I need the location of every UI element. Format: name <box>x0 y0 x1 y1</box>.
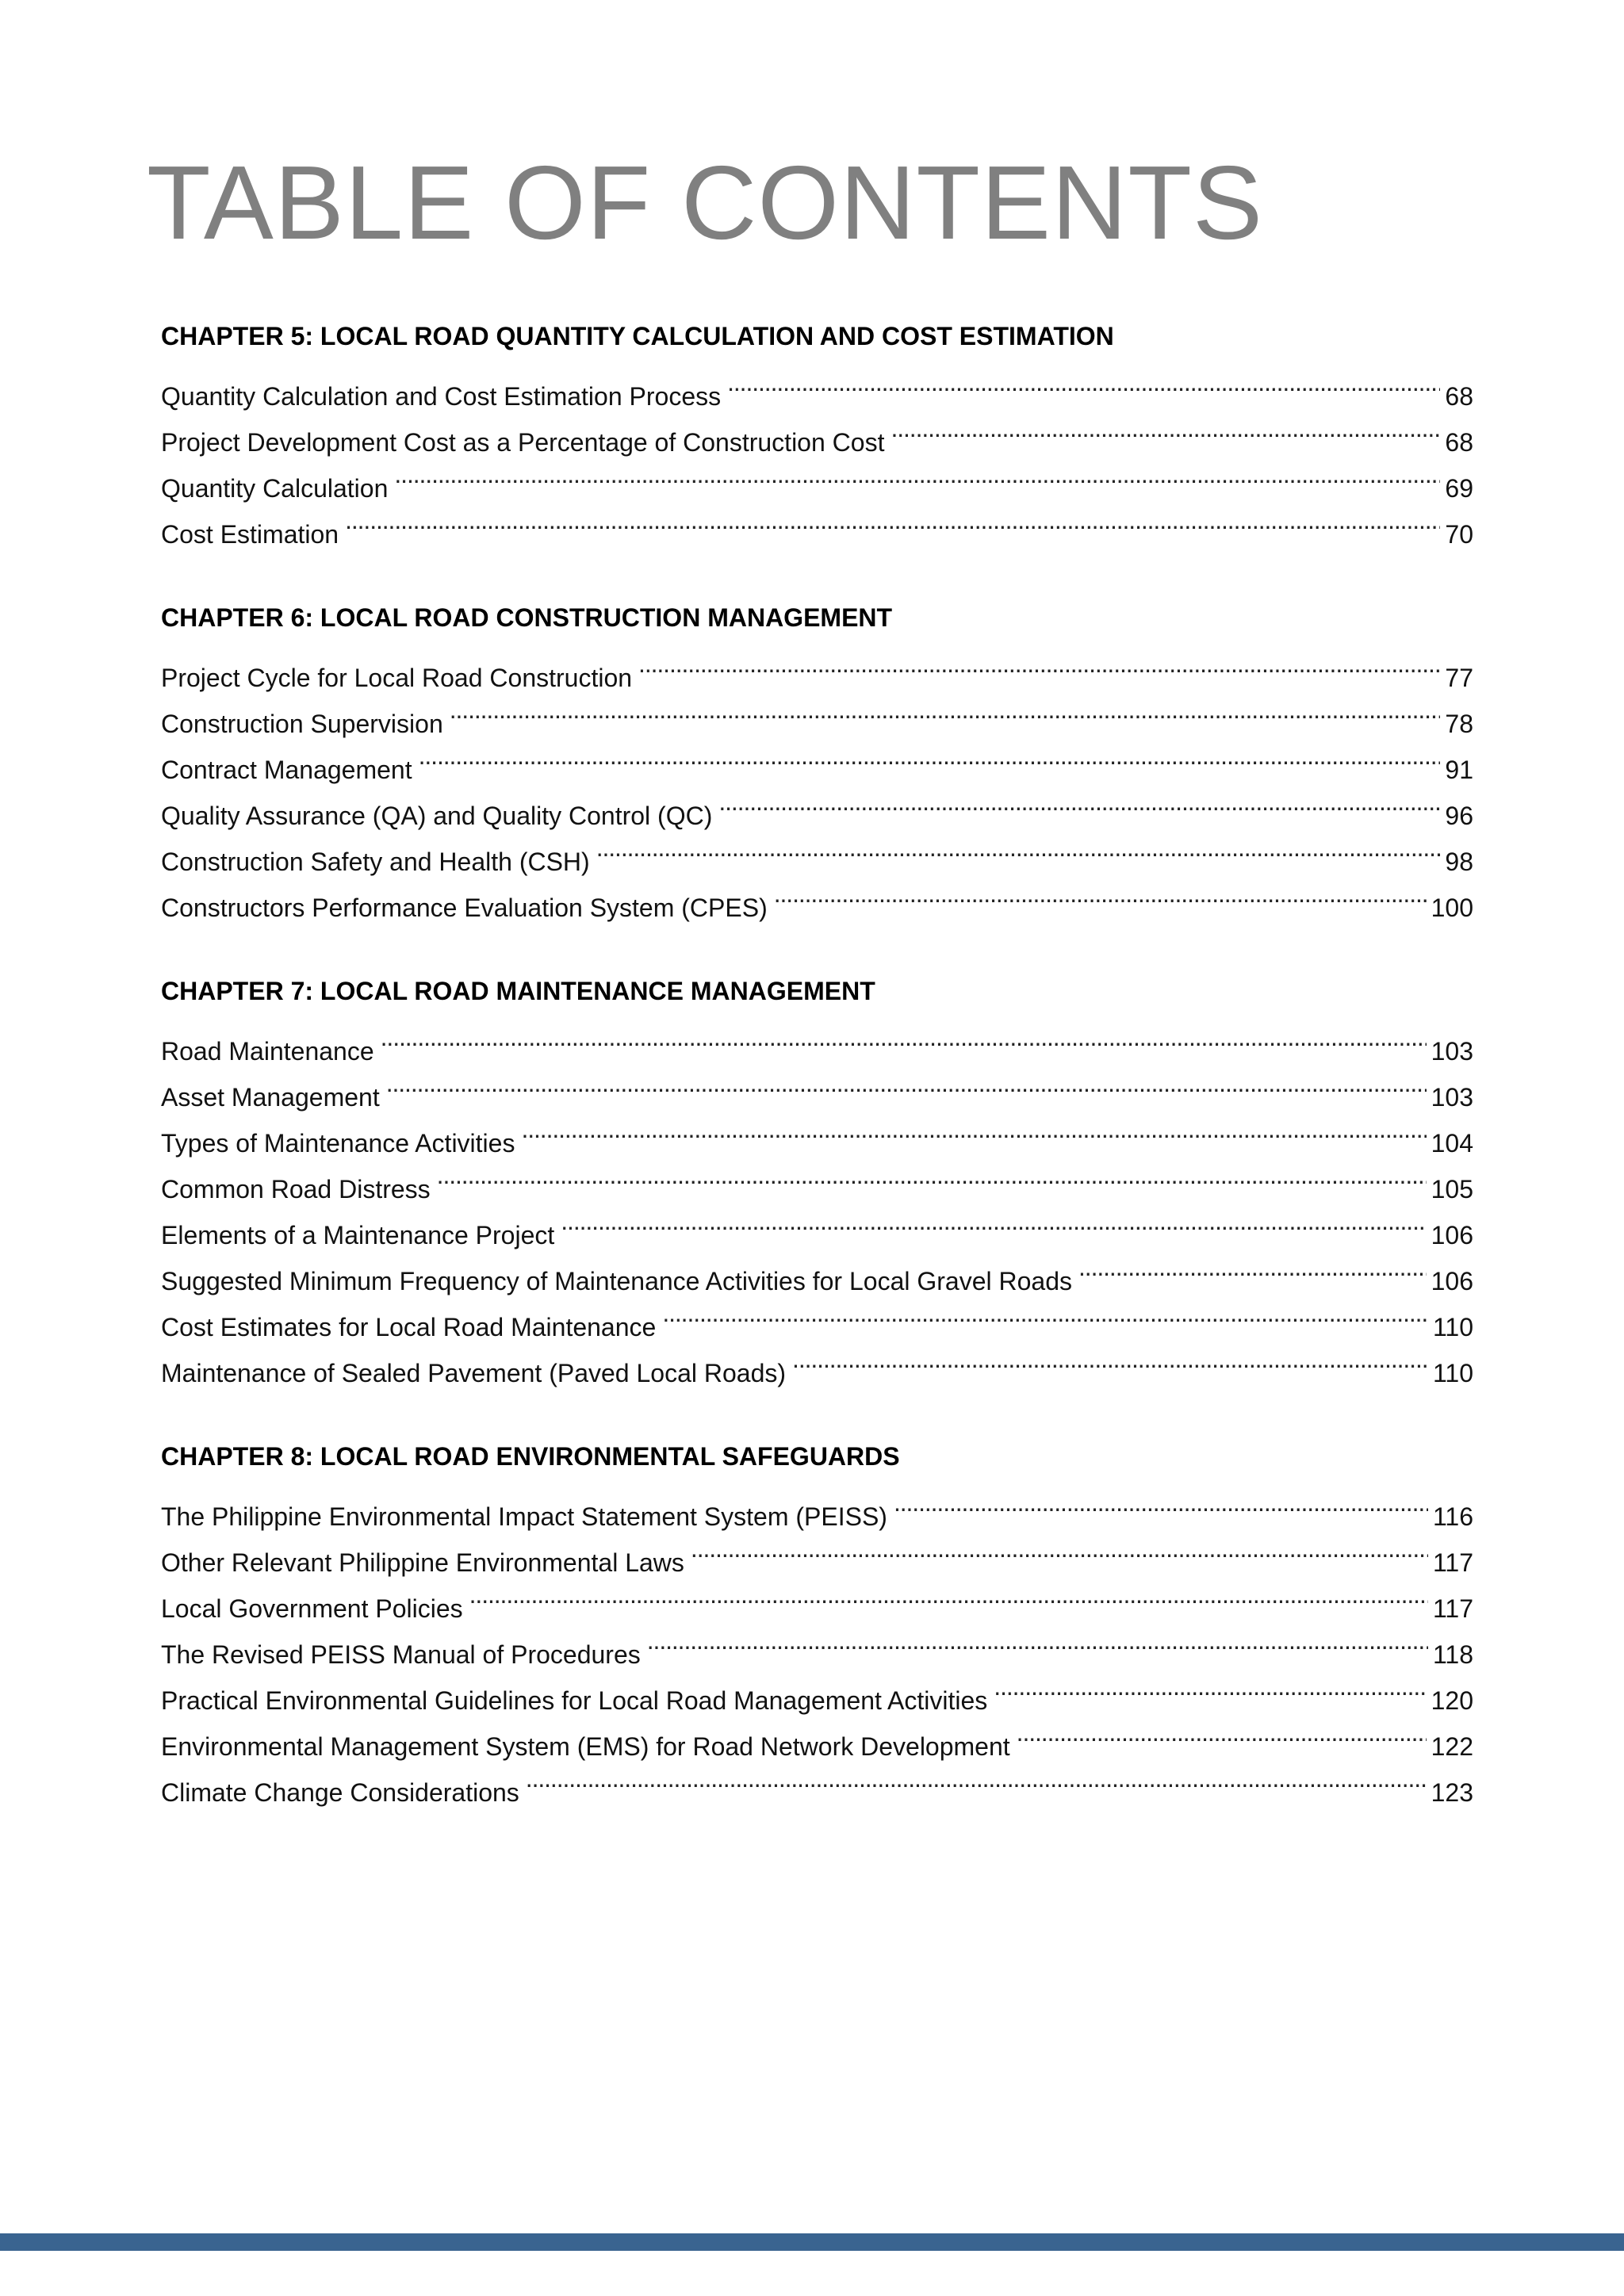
toc-entry[interactable] <box>161 359 1473 411</box>
toc-entry-page-number: 106 <box>1431 1267 1473 1295</box>
toc-entry-page-number: 110 <box>1432 1313 1473 1341</box>
dot-leader <box>381 1014 1427 1060</box>
chapter-heading: CHAPTER 7: LOCAL ROAD MAINTENANCE MANAGEMENT <box>161 977 875 1005</box>
dot-leader <box>792 1336 1428 1382</box>
toc-entry-title: Elements of a Maintenance Project <box>161 1221 555 1249</box>
dot-leader <box>386 1060 1427 1106</box>
toc-entry[interactable] <box>161 1014 1473 1066</box>
dot-leader <box>419 733 1441 779</box>
toc-entry-title: Construction Safety and Health (CSH) <box>161 848 590 876</box>
toc-entry-page-number: 117 <box>1432 1548 1473 1577</box>
dot-leader <box>437 1152 1427 1198</box>
toc-entry-title: Project Development Cost as a Percentage of Construction Cost <box>161 428 885 457</box>
toc-entry-page-number: 78 <box>1445 710 1473 738</box>
chapter-section <box>161 313 1473 549</box>
toc-entry-title: Quality Assurance (QA) and Quality Control (QC) <box>161 802 713 830</box>
toc-entry-page-number: 91 <box>1445 756 1473 784</box>
dot-leader <box>638 641 1440 687</box>
table-of-contents <box>161 313 1473 1853</box>
toc-entry-title: Climate Change Considerations <box>161 1778 519 1807</box>
toc-entry[interactable] <box>161 641 1473 692</box>
toc-entry-title: Cost Estimation <box>161 520 339 549</box>
page-title: TABLE OF CONTENTS <box>147 144 1264 261</box>
chapter-heading: CHAPTER 8: LOCAL ROAD ENVIRONMENTAL SAFEGUARDS <box>161 1442 900 1471</box>
dot-leader <box>521 1106 1426 1152</box>
toc-entry-page-number: 123 <box>1431 1778 1473 1807</box>
toc-entry-page-number: 118 <box>1432 1640 1473 1669</box>
toc-entry[interactable] <box>161 497 1473 549</box>
dot-leader <box>647 1617 1428 1663</box>
toc-entry-page-number: 104 <box>1431 1129 1473 1158</box>
toc-entry-page-number: 77 <box>1445 664 1473 692</box>
dot-leader <box>394 451 1440 497</box>
toc-entry-title: Local Government Policies <box>161 1594 463 1623</box>
toc-entry-title: The Philippine Environmental Impact Statement System (PEISS) <box>161 1502 887 1531</box>
toc-entry-page-number: 120 <box>1431 1686 1473 1715</box>
toc-entry-page-number: 103 <box>1431 1037 1473 1066</box>
toc-entry-page-number: 96 <box>1445 802 1473 830</box>
dot-leader <box>994 1663 1426 1709</box>
toc-entry-page-number: 69 <box>1445 474 1473 503</box>
dot-leader <box>891 405 1440 451</box>
dot-leader <box>450 687 1441 733</box>
dot-leader <box>727 359 1440 405</box>
toc-entry-page-number: 106 <box>1431 1221 1473 1249</box>
chapter-section <box>161 595 1473 922</box>
toc-entry-title: Construction Supervision <box>161 710 443 738</box>
toc-entry-title: Contract Management <box>161 756 412 784</box>
chapter-heading: CHAPTER 5: LOCAL ROAD QUANTITY CALCULATION AND COST ESTIMATION <box>161 322 1114 350</box>
toc-entry-page-number: 68 <box>1445 428 1473 457</box>
toc-entry-page-number: 103 <box>1431 1083 1473 1112</box>
footer-bar <box>0 2233 1624 2251</box>
toc-entry-title: Common Road Distress <box>161 1175 431 1203</box>
dot-leader <box>1078 1244 1427 1290</box>
toc-entry-page-number: 122 <box>1431 1732 1473 1761</box>
dot-leader <box>718 779 1440 825</box>
toc-entry-title: The Revised PEISS Manual of Procedures <box>161 1640 641 1669</box>
toc-entry-title: Asset Management <box>161 1083 380 1112</box>
toc-entry-page-number: 100 <box>1431 894 1473 922</box>
toc-entry-title: Maintenance of Sealed Pavement (Paved Local Roads) <box>161 1359 787 1387</box>
toc-entry-title: Cost Estimates for Local Road Maintenance <box>161 1313 657 1341</box>
toc-entry-page-number: 116 <box>1432 1502 1473 1531</box>
toc-entry-title: Quantity Calculation <box>161 474 389 503</box>
chapter-heading: CHAPTER 6: LOCAL ROAD CONSTRUCTION MANAGEMENT <box>161 603 893 632</box>
toc-entry-page-number: 117 <box>1432 1594 1473 1623</box>
dot-leader <box>561 1198 1426 1244</box>
toc-entry-page-number: 70 <box>1445 520 1473 549</box>
toc-entry-title: Practical Environmental Guidelines for Local Road Management Activities <box>161 1686 988 1715</box>
toc-entry-title: Types of Maintenance Activities <box>161 1129 515 1158</box>
toc-entry-page-number: 105 <box>1431 1175 1473 1203</box>
chapter-section <box>161 1433 1473 1807</box>
dot-leader <box>691 1525 1428 1571</box>
dot-leader <box>662 1290 1428 1336</box>
toc-entry[interactable] <box>161 1479 1473 1531</box>
dot-leader <box>1017 1709 1427 1755</box>
dot-leader <box>469 1571 1428 1617</box>
dot-leader <box>774 871 1427 916</box>
toc-entry-title: Other Relevant Philippine Environmental Laws <box>161 1548 684 1577</box>
toc-entry-title: Constructors Performance Evaluation System (CPES) <box>161 894 768 922</box>
toc-entry-title: Road Maintenance <box>161 1037 374 1066</box>
dot-leader <box>345 497 1440 543</box>
chapter-section <box>161 968 1473 1387</box>
toc-entry-title: Environmental Management System (EMS) for Road Network Development <box>161 1732 1010 1761</box>
dot-leader <box>526 1755 1427 1801</box>
toc-entry-title: Quantity Calculation and Cost Estimation Process <box>161 382 722 411</box>
toc-entry-title: Project Cycle for Local Road Construction <box>161 664 633 692</box>
toc-entry-page-number: 98 <box>1445 848 1473 876</box>
dot-leader <box>894 1479 1428 1525</box>
toc-entry-page-number: 68 <box>1445 382 1473 411</box>
dot-leader <box>596 825 1441 871</box>
toc-entry-page-number: 110 <box>1432 1359 1473 1387</box>
toc-entry-title: Suggested Minimum Frequency of Maintenance Activities for Local Gravel Roads <box>161 1267 1072 1295</box>
